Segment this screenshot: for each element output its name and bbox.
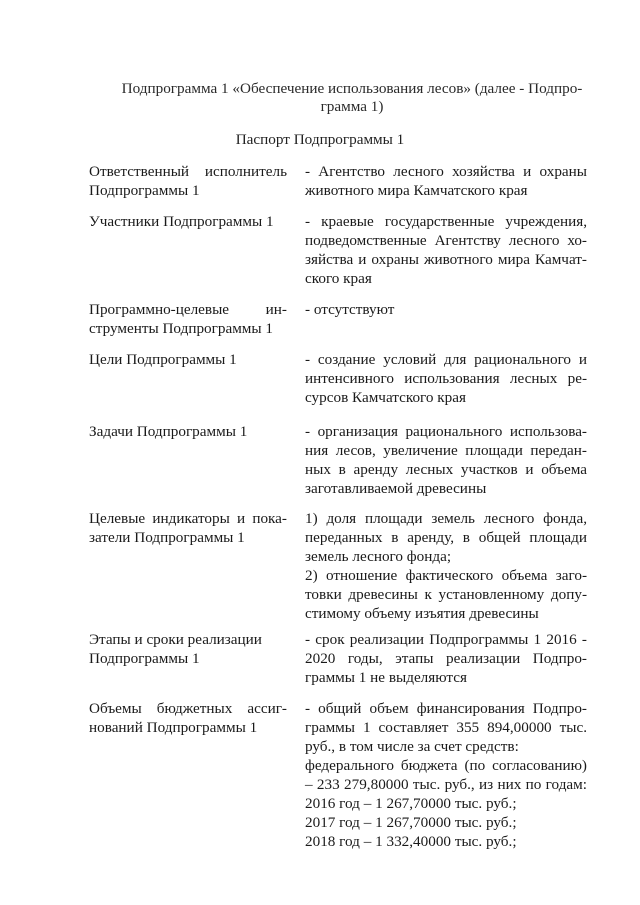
value-line: ния лесов, увеличение площади передан- [305, 442, 587, 459]
label-line: нований Подпрограммы 1 [89, 719, 258, 736]
row-value [305, 162, 587, 200]
value-line: руб., в том числе за счет средств: [305, 738, 519, 755]
value-line: 2020 годы, этапы реализации Подпро- [305, 650, 587, 667]
row-label [89, 350, 287, 369]
value-line: - краевые государственные учреждения, [305, 213, 587, 230]
row-value [305, 350, 587, 407]
row-label [89, 699, 287, 737]
row-label [89, 509, 287, 547]
label-line: затели Подпрограммы 1 [89, 529, 245, 546]
value-line: – 233 279,80000 тыс. руб., из них по годам: [305, 776, 587, 793]
label-line: Подпрограммы 1 [89, 650, 200, 667]
value-line: 2017 год – 1 267,70000 тыс. руб.; [305, 814, 517, 831]
value-line: - отсутствуют [305, 301, 395, 318]
row-label [89, 422, 287, 441]
value-line: - срок реализации Подпрограммы 1 2016 - [305, 631, 587, 648]
row-value [305, 699, 587, 851]
value-line: - Агентство лесного хозяйства и охраны [305, 163, 587, 180]
value-line: животного мира Камчатского края [305, 182, 528, 199]
value-line: 2018 год – 1 332,40000 тыс. руб.; [305, 833, 517, 850]
row-value [305, 630, 587, 687]
value-line: 2) отношение фактического объема заго- [305, 567, 587, 584]
value-line: - общий объем финансирования Подпро- [305, 700, 587, 717]
value-line: граммы 1 составляет 355 894,00000 тыс. [305, 719, 587, 736]
label-line: Объемы бюджетных ассиг- [89, 700, 287, 717]
row-value [305, 300, 587, 319]
value-line: интенсивного использования лесных ре- [305, 370, 587, 387]
row-label [89, 212, 287, 231]
label-line: Участники Подпрограммы 1 [89, 213, 274, 230]
value-line: 1) доля площади земель лесного фонда, [305, 510, 587, 527]
label-line: Задачи Подпрограммы 1 [89, 423, 248, 440]
label-line: Подпрограммы 1 [89, 182, 200, 199]
label-line: Целевые индикаторы и пока- [89, 510, 287, 527]
subprogram-heading [118, 80, 586, 116]
value-line: граммы 1 не выделяются [305, 669, 467, 686]
row-value [305, 422, 587, 498]
value-line: ского края [305, 270, 372, 287]
value-line: ных в аренду лесных участков и объема [305, 461, 587, 478]
row-value [305, 509, 587, 623]
value-line: сурсов Камчатского края [305, 389, 467, 406]
row-value [305, 212, 587, 288]
label-line: Программно-целевые ин- [89, 301, 287, 318]
row-label [89, 630, 287, 668]
value-line: федерального бюджета (по согласованию) [305, 757, 587, 774]
value-line: - создание условий для рационального и [305, 351, 587, 368]
row-label [89, 300, 287, 338]
value-line: - организация рационального использова- [305, 423, 587, 440]
value-line: товки древесины к установленному допу- [305, 586, 587, 603]
row-label [89, 162, 287, 200]
heading-line: Подпрограмма 1 «Обеспечение использования лесов» (далее - Подпро- [121, 80, 583, 97]
label-line: Этапы и сроки реализации [89, 631, 262, 648]
value-line: заготавливаемой древесины [305, 480, 487, 497]
value-line: зяйства и охраны животного мира Камчат- [305, 251, 587, 268]
value-line: стимому объему изъятия древесины [305, 605, 539, 622]
value-line: подведомственные Агентству лесного хо- [305, 232, 587, 249]
value-line: переданных в аренду, в общей площади [305, 529, 587, 546]
passport-title: Паспорт Подпрограммы 1 [235, 131, 405, 148]
label-line: Цели Подпрограммы 1 [89, 351, 237, 368]
heading-line: грамма 1) [320, 98, 384, 115]
value-line: 2016 год – 1 267,70000 тыс. руб.; [305, 795, 517, 812]
value-line: земель лесного фонда; [305, 548, 452, 565]
label-line: Ответственный исполнитель [89, 163, 287, 180]
label-line: струменты Подпрограммы 1 [89, 320, 274, 337]
